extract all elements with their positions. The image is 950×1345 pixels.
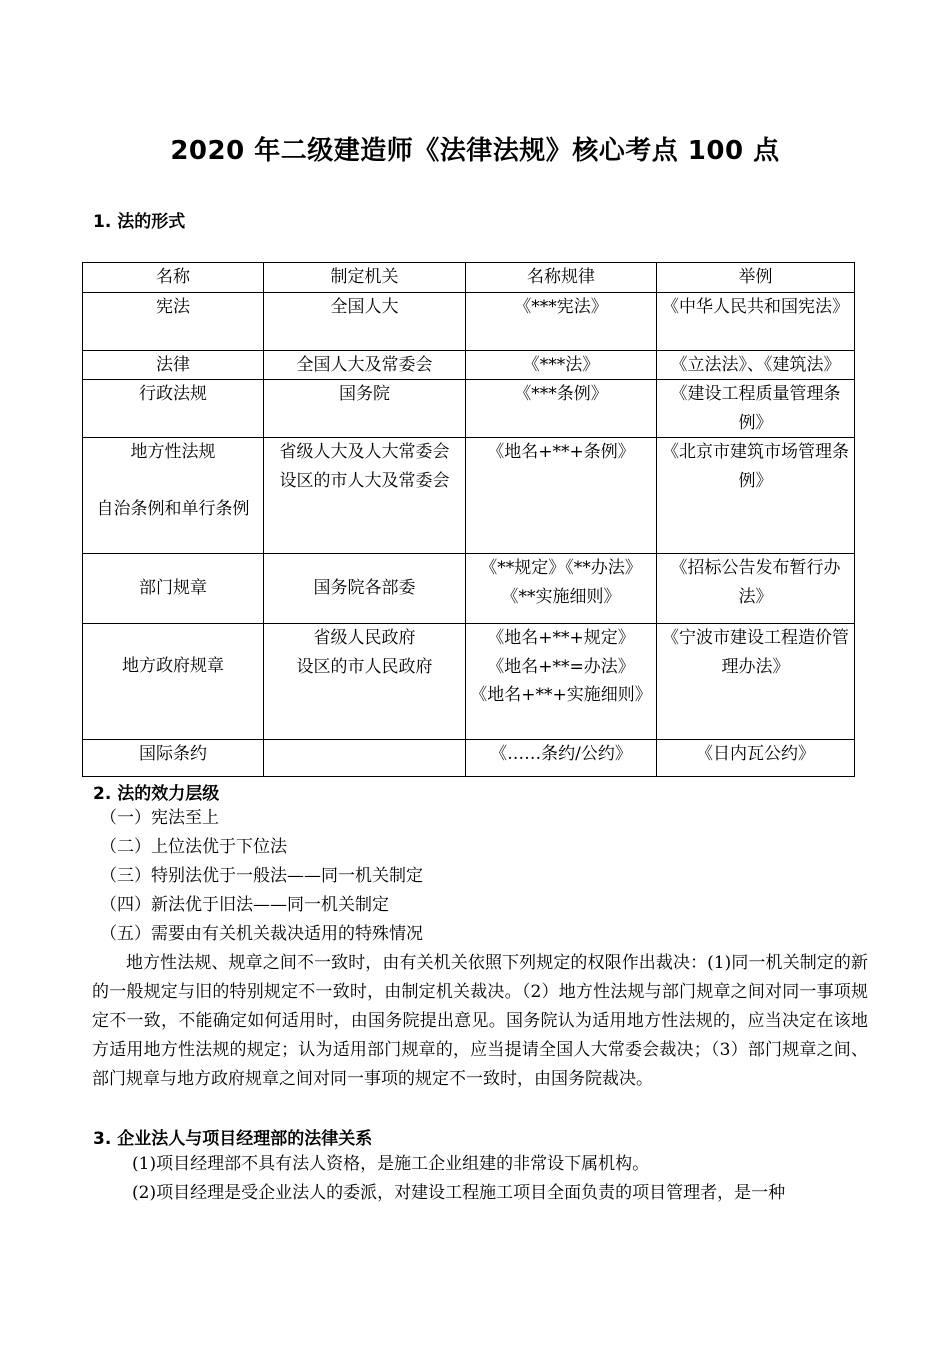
header-pattern: 名称规律	[466, 263, 657, 293]
cell-pattern: 《***宪法》	[466, 292, 657, 350]
cell-pattern-line: 《地名+**=办法》	[487, 656, 635, 677]
section-heading-legal-relationship: 3. 企业法人与项目经理部的法律关系	[93, 1129, 373, 1149]
cell-name	[83, 438, 264, 554]
cell-pattern-line: 《**规定》《**办法》	[480, 558, 642, 578]
list-item: （一）宪法至上	[100, 808, 219, 828]
cell-example: 《宁波市建设工程造价管理办法》	[657, 624, 855, 740]
cell-example: 《立法法》、《建筑法》	[657, 350, 855, 380]
cell-spacer	[87, 624, 259, 652]
cell-name: 部门规章	[83, 554, 264, 624]
law-forms-table	[82, 262, 855, 777]
cell-pattern-line: 《**实施细则》	[501, 586, 621, 607]
table-row	[83, 438, 855, 554]
list-item: （四）新法优于旧法——同一机关制定	[100, 895, 389, 915]
hierarchy-list	[100, 804, 423, 949]
cell-pattern: 《地名+**+条例》	[466, 438, 657, 554]
list-item: （二）上位法优于下位法	[100, 837, 287, 857]
cell-example: 《中华人民共和国宪法》	[657, 292, 855, 350]
cell-organ: 国务院各部委	[264, 554, 466, 624]
cell-organ	[264, 740, 466, 777]
table-row	[83, 350, 855, 380]
cell-pattern: 《***法》	[466, 350, 657, 380]
cell-name: 法律	[83, 350, 264, 380]
header-example: 举例	[657, 263, 855, 293]
cell-pattern	[466, 554, 657, 624]
cell-organ: 国务院	[264, 380, 466, 438]
table-row	[83, 740, 855, 777]
hierarchy-paragraph: 地方性法规、规章之间不一致时，由有关机关依照下列规定的权限作出裁决：(1)同一机关制定的新的一般规定与旧的特别规定不一致时，由制定机关裁决。（2）地方性法规与部门规章之间对同一事项规定不一致，不能确定如何适用时，由国务院提出意见。国务院认为适用地方性法规的，应当决定在该地方适用地方性法规的规定；认为适用部门规章的，应当提请全国人大常委会裁决；（3）部门规章之间、部门规章与地方政府规章之间对同一事项的规定不一致时，由国务院裁决。	[92, 953, 868, 1089]
cell-organ-line: 省级人大及人大常委会	[279, 442, 450, 462]
list-item: （三）特别法优于一般法——同一机关制定	[100, 866, 423, 886]
cell-name-line: 自治条例和单行条例	[96, 498, 250, 519]
list-item: （五）需要由有关机关裁决适用的特殊情况	[100, 924, 423, 944]
cell-pattern: 《***条例》	[466, 380, 657, 438]
page-title: 2020 年二级建造师《法律法规》核心考点 100 点	[170, 136, 780, 166]
header-organ: 制定机关	[264, 263, 466, 293]
section-heading-forms-of-law: 1. 法的形式	[93, 212, 186, 232]
cell-example: 《日内瓦公约》	[657, 740, 855, 777]
header-name: 名称	[83, 263, 264, 293]
cell-organ: 全国人大	[264, 292, 466, 350]
cell-organ	[264, 438, 466, 554]
cell-organ: 全国人大及常委会	[264, 350, 466, 380]
cell-spacer	[87, 467, 259, 495]
cell-example: 《建设工程质量管理条例》	[657, 380, 855, 438]
cell-name: 国际条约	[83, 740, 264, 777]
cell-pattern-line: 《地名+**+实施细则》	[470, 685, 652, 705]
table-row	[83, 554, 855, 624]
cell-name-line: 地方性法规	[130, 442, 216, 462]
cell-organ-line: 设区的市人大及常委会	[279, 470, 450, 491]
table-row	[83, 292, 855, 350]
list-item: (2)项目经理是受企业法人的委派，对建设工程施工项目全面负责的项目管理者，是一种	[132, 1183, 786, 1203]
cell-example: 《招标公告发布暂行办法》	[657, 554, 855, 624]
cell-organ-line: 设区的市人民政府	[296, 656, 433, 677]
cell-organ-line: 省级人民政府	[313, 628, 416, 648]
cell-name: 宪法	[83, 292, 264, 350]
table-row	[83, 380, 855, 438]
cell-name	[83, 624, 264, 740]
cell-pattern	[466, 624, 657, 740]
table-header-row	[83, 263, 855, 293]
cell-name: 行政法规	[83, 380, 264, 438]
list-item: (1)项目经理部不具有法人资格，是施工企业组建的非常设下属机构。	[132, 1154, 650, 1174]
cell-pattern-line: 《地名+**+规定》	[487, 628, 635, 648]
cell-example: 《北京市建筑市场管理条例》	[657, 438, 855, 554]
table-row	[83, 624, 855, 740]
cell-name-line: 地方政府规章	[122, 656, 224, 676]
section-heading-hierarchy: 2. 法的效力层级	[93, 784, 220, 804]
cell-pattern: 《……条约/公约》	[466, 740, 657, 777]
cell-organ	[264, 624, 466, 740]
